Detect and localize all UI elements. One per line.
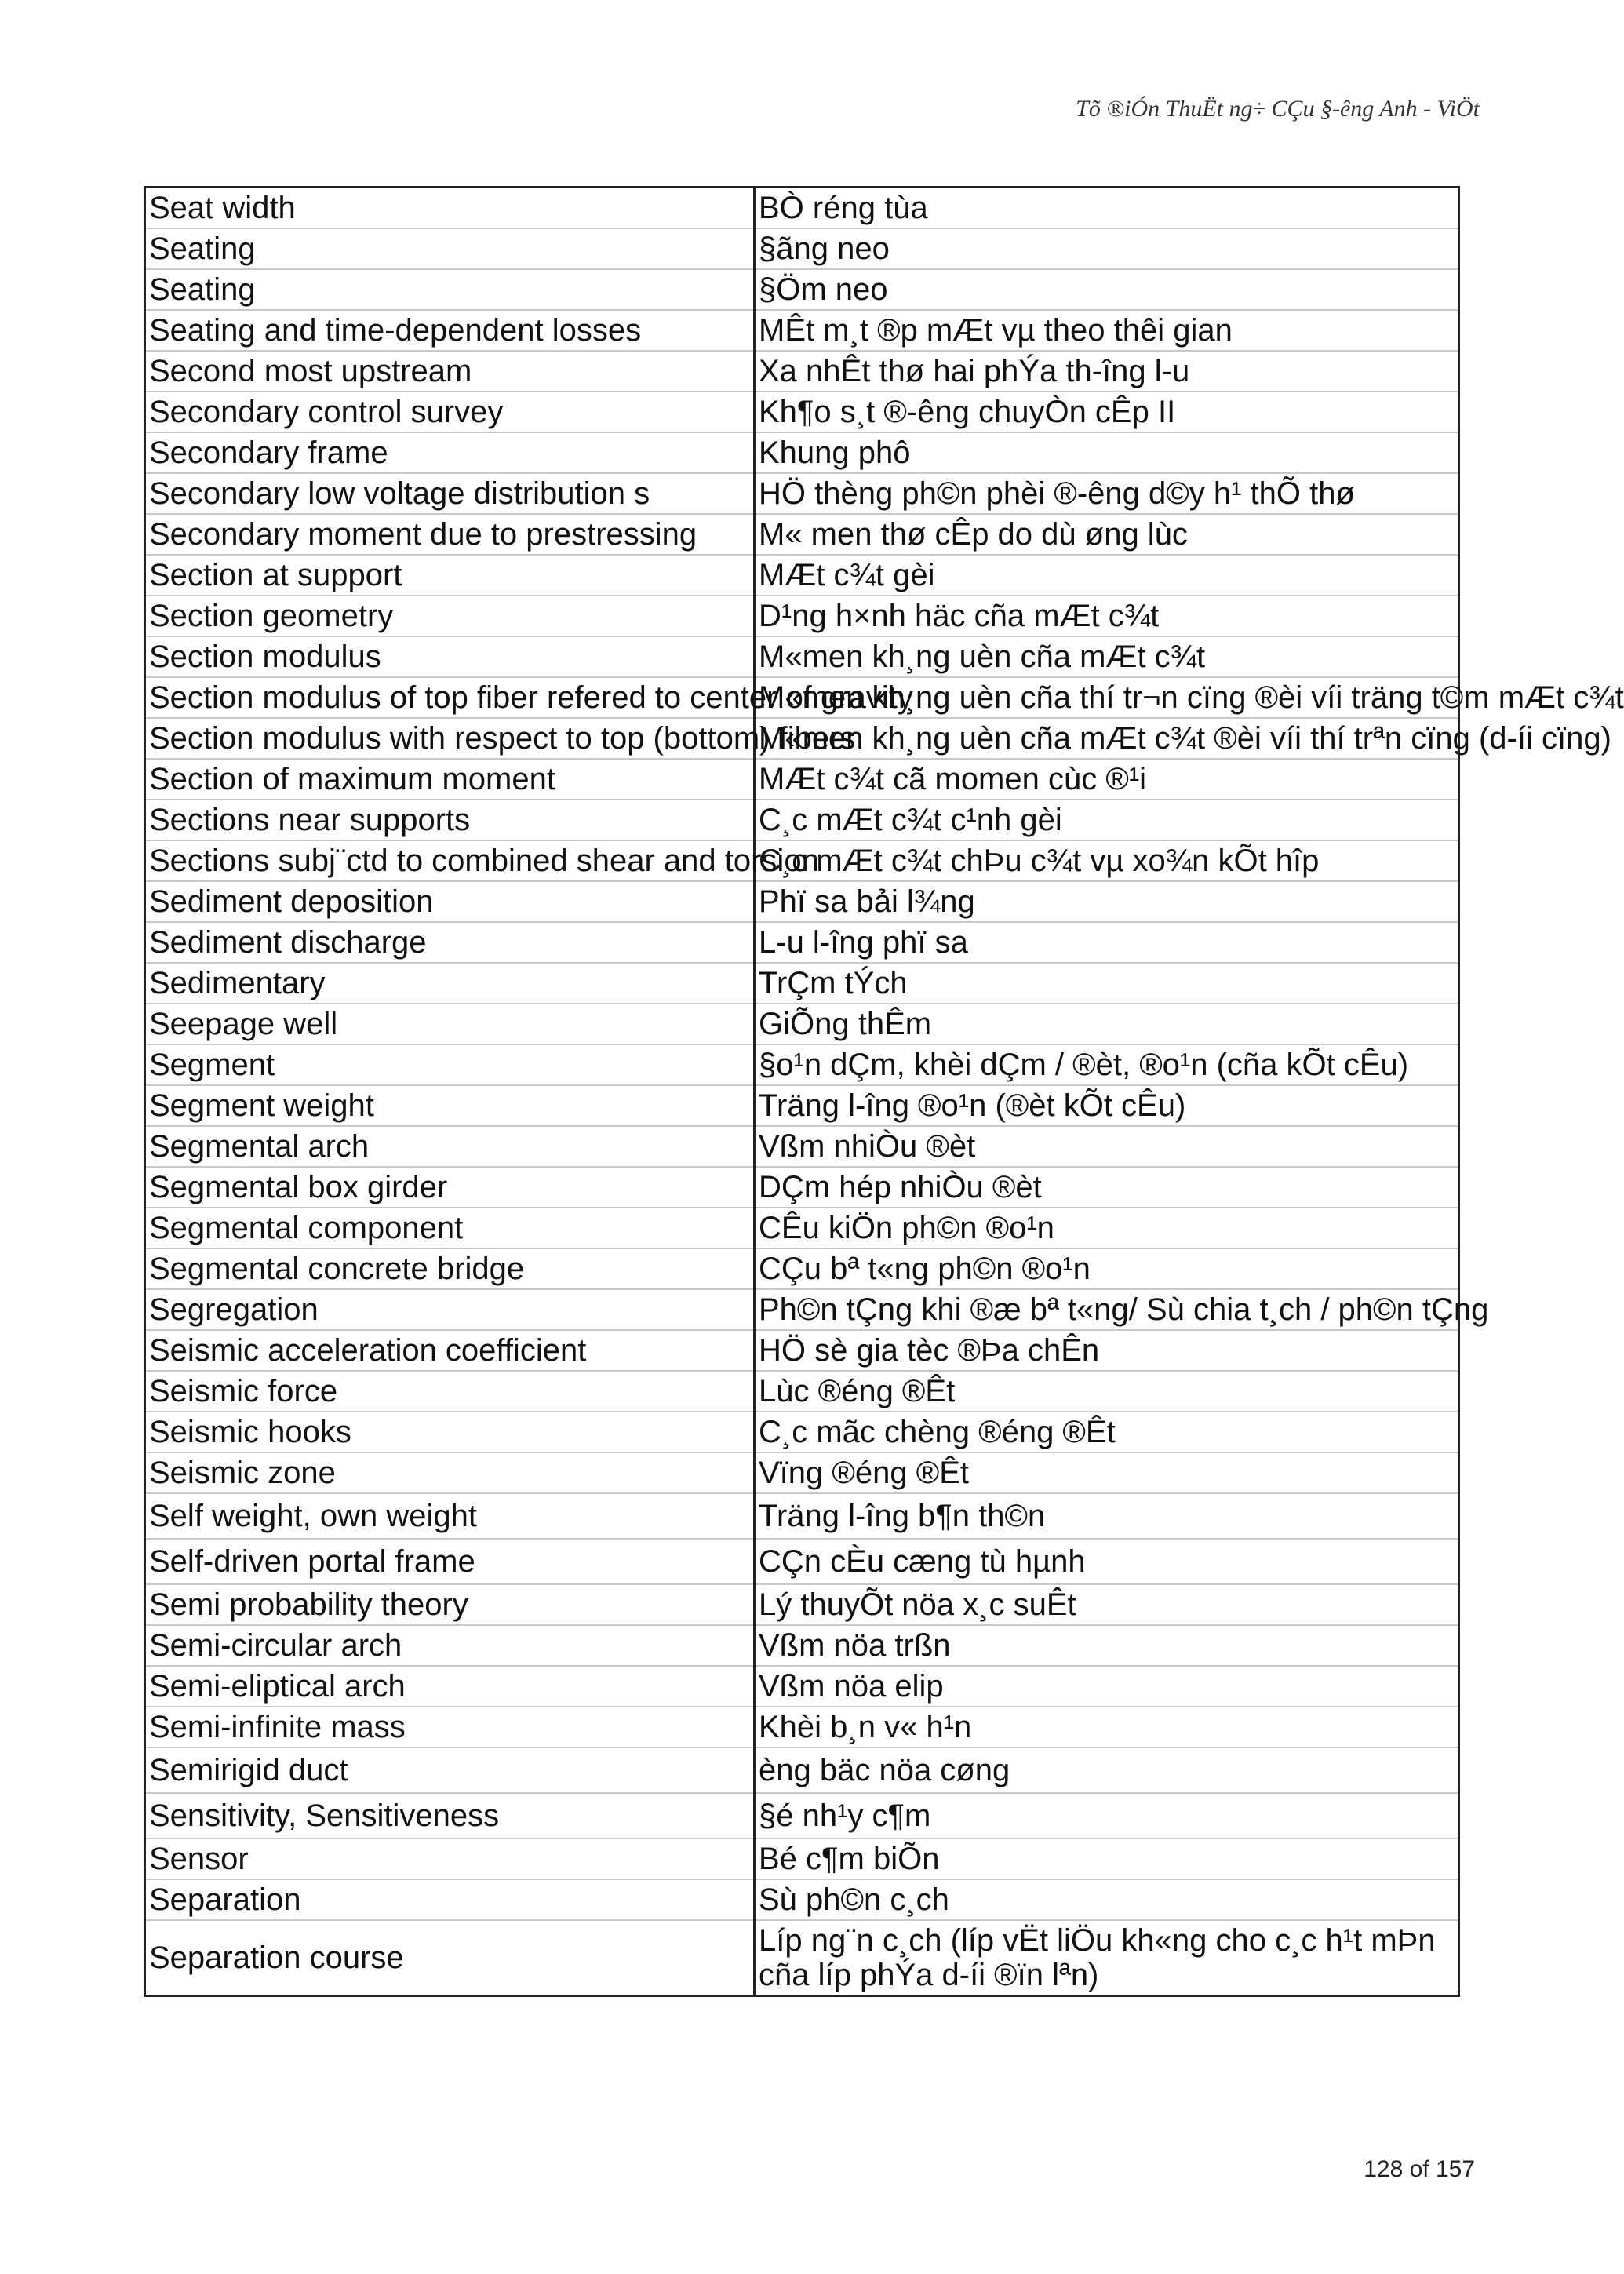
table-row bbox=[145, 800, 1459, 840]
vietnamese-term: Sù ph©n c¸ch bbox=[755, 1879, 1459, 1920]
vietnamese-term: HÖ sè gia tèc ®Þa chÊn bbox=[755, 1330, 1459, 1371]
document-header: Tõ ®iÓn ThuËt ng÷ CÇu §-êng Anh - ViÖt bbox=[1076, 96, 1480, 122]
table-row bbox=[145, 1584, 1459, 1625]
english-term: Segmental concrete bridge bbox=[145, 1248, 755, 1289]
english-term: Secondary control survey bbox=[145, 392, 755, 432]
english-term: Segmental component bbox=[145, 1208, 755, 1248]
english-term: Seating and time-dependent losses bbox=[145, 310, 755, 351]
english-term: Separation bbox=[145, 1879, 755, 1920]
english-term: Section modulus with respect to top (bottom) fibers bbox=[145, 718, 755, 759]
english-term: Segmental arch bbox=[145, 1126, 755, 1167]
vietnamese-term: Vßm nöa elip bbox=[755, 1666, 1459, 1707]
english-term: Secondary frame bbox=[145, 432, 755, 473]
english-term: Sections subj¨ctd to combined shear and torsion bbox=[145, 840, 755, 881]
table-row bbox=[145, 718, 1459, 759]
english-term: Sections near supports bbox=[145, 800, 755, 840]
vietnamese-term: M«men kh¸ng uèn cña thí tr¬n cïng ®èi víi träng t©m mÆt c¾t bbox=[755, 677, 1459, 718]
english-term: Semi-eliptical arch bbox=[145, 1666, 755, 1707]
english-term: Sedimentary bbox=[145, 963, 755, 1004]
vietnamese-term: M«men kh¸ng uèn cña mÆt c¾t ®èi víi thí trªn cïng (d-íi cïng) bbox=[755, 718, 1459, 759]
vietnamese-term: Kh¶o s¸t ®-êng chuyÒn cÊp II bbox=[755, 392, 1459, 432]
table-row bbox=[145, 555, 1459, 596]
vietnamese-term: Ph©n tÇng khi ®æ bª t«ng/ Sù chia t¸ch / ph©n tÇng bbox=[755, 1289, 1459, 1330]
table-row bbox=[145, 1452, 1459, 1493]
table-row bbox=[145, 1044, 1459, 1085]
english-term: Segment weight bbox=[145, 1085, 755, 1126]
vietnamese-term: CÇn cÈu cæng tù hµnh bbox=[755, 1539, 1459, 1584]
english-term: Section geometry bbox=[145, 596, 755, 636]
table-row bbox=[145, 1208, 1459, 1248]
table-row bbox=[145, 1707, 1459, 1747]
english-term: Section modulus bbox=[145, 636, 755, 677]
english-term: Sensitivity, Sensitiveness bbox=[145, 1793, 755, 1839]
english-term: Second most upstream bbox=[145, 351, 755, 392]
english-term: Seat width bbox=[145, 188, 755, 229]
table-row bbox=[145, 351, 1459, 392]
vietnamese-term: §ãng neo bbox=[755, 228, 1459, 269]
table-row bbox=[145, 840, 1459, 881]
english-term: Segment bbox=[145, 1044, 755, 1085]
english-term: Semirigid duct bbox=[145, 1747, 755, 1793]
table-row bbox=[145, 963, 1459, 1004]
vietnamese-term: C¸c mÆt c¾t c¹nh gèi bbox=[755, 800, 1459, 840]
vietnamese-term: Vßm nöa trßn bbox=[755, 1625, 1459, 1666]
table-row bbox=[145, 514, 1459, 555]
english-term: Seismic hooks bbox=[145, 1412, 755, 1452]
table-row bbox=[145, 1412, 1459, 1452]
vietnamese-term: Khung phô bbox=[755, 432, 1459, 473]
table-row bbox=[145, 881, 1459, 922]
vietnamese-term: Phï sa bải l¾ng bbox=[755, 881, 1459, 922]
table-row bbox=[145, 1126, 1459, 1167]
vietnamese-term: èng bäc nöa cøng bbox=[755, 1747, 1459, 1793]
table-row bbox=[145, 473, 1459, 514]
table-row bbox=[145, 1248, 1459, 1289]
vietnamese-term: M«men kh¸ng uèn cña mÆt c¾t bbox=[755, 636, 1459, 677]
vietnamese-term: DÇm hép nhiÒu ®èt bbox=[755, 1167, 1459, 1208]
english-term: Section of maximum moment bbox=[145, 759, 755, 800]
english-term: Seismic acceleration coefficient bbox=[145, 1330, 755, 1371]
table-row bbox=[145, 269, 1459, 310]
english-term: Sediment deposition bbox=[145, 881, 755, 922]
english-term: Semi-circular arch bbox=[145, 1625, 755, 1666]
vietnamese-term: MÊt m¸t ®p mÆt vµ theo thêi gian bbox=[755, 310, 1459, 351]
table-row bbox=[145, 310, 1459, 351]
table-row bbox=[145, 1004, 1459, 1044]
table-row bbox=[145, 1167, 1459, 1208]
english-term: Self weight, own weight bbox=[145, 1493, 755, 1539]
table-row bbox=[145, 1747, 1459, 1793]
table-row bbox=[145, 1879, 1459, 1920]
english-term: Seepage well bbox=[145, 1004, 755, 1044]
vietnamese-term: MÆt c¾t gèi bbox=[755, 555, 1459, 596]
vietnamese-term: Träng l-îng b¶n th©n bbox=[755, 1493, 1459, 1539]
vietnamese-term: GiÕng thÊm bbox=[755, 1004, 1459, 1044]
english-term: Sediment discharge bbox=[145, 922, 755, 963]
table-row bbox=[145, 677, 1459, 718]
table-row bbox=[145, 1920, 1459, 1996]
table-row bbox=[145, 392, 1459, 432]
english-term: Section modulus of top fiber refered to center of gravity bbox=[145, 677, 755, 718]
vietnamese-term: TrÇm tÝch bbox=[755, 963, 1459, 1004]
english-term: Seismic force bbox=[145, 1371, 755, 1412]
vietnamese-term: Líp ng¨n c¸ch (líp vËt liÖu kh«ng cho c¸c h¹t mÞn cña líp phÝa d-íi ®ïn lªn) bbox=[755, 1920, 1459, 1996]
vietnamese-term: C¸c mÆt c¾t chÞu c¾t vµ xo¾n kÕt hîp bbox=[755, 840, 1459, 881]
vietnamese-term: Khèi b¸n v« h¹n bbox=[755, 1707, 1459, 1747]
english-term: Semi-infinite mass bbox=[145, 1707, 755, 1747]
vietnamese-term: C¸c mãc chèng ®éng ®Êt bbox=[755, 1412, 1459, 1452]
vietnamese-term: Lùc ®éng ®Êt bbox=[755, 1371, 1459, 1412]
table-row bbox=[145, 1289, 1459, 1330]
vietnamese-term: D¹ng h×nh häc cña mÆt c¾t bbox=[755, 596, 1459, 636]
english-term: Secondary low voltage distribution s bbox=[145, 473, 755, 514]
vietnamese-term: Träng l-îng ®o¹n (®èt kÕt cÊu) bbox=[755, 1085, 1459, 1126]
vietnamese-term: Xa nhÊt thø hai phÝa th-îng l-u bbox=[755, 351, 1459, 392]
english-term: Self-driven portal frame bbox=[145, 1539, 755, 1584]
table-row bbox=[145, 432, 1459, 473]
vietnamese-term: MÆt c¾t cã momen cùc ®¹i bbox=[755, 759, 1459, 800]
english-term: Separation course bbox=[145, 1920, 755, 1996]
vietnamese-term: Vßm nhiÒu ®èt bbox=[755, 1126, 1459, 1167]
english-term: Seismic zone bbox=[145, 1452, 755, 1493]
table-row bbox=[145, 1839, 1459, 1879]
page-number: 128 of 157 bbox=[1364, 2156, 1475, 2182]
vietnamese-term: BÒ réng tùa bbox=[755, 188, 1459, 229]
table-row bbox=[145, 759, 1459, 800]
table-row bbox=[145, 1371, 1459, 1412]
english-term: Semi probability theory bbox=[145, 1584, 755, 1625]
table-row bbox=[145, 1085, 1459, 1126]
english-term: Secondary moment due to prestressing bbox=[145, 514, 755, 555]
table-row bbox=[145, 1625, 1459, 1666]
vietnamese-term: CÊu kiÖn ph©n ®o¹n bbox=[755, 1208, 1459, 1248]
english-term: Section at support bbox=[145, 555, 755, 596]
english-term: Seating bbox=[145, 228, 755, 269]
glossary-table bbox=[144, 186, 1624, 1997]
vietnamese-term: CÇu bª t«ng ph©n ®o¹n bbox=[755, 1248, 1459, 1289]
table-row bbox=[145, 228, 1459, 269]
table-row bbox=[145, 1493, 1459, 1539]
english-term: Seating bbox=[145, 269, 755, 310]
english-term: Sensor bbox=[145, 1839, 755, 1879]
table-row bbox=[145, 636, 1459, 677]
table-row bbox=[145, 1793, 1459, 1839]
table-row bbox=[145, 922, 1459, 963]
table-row bbox=[145, 1539, 1459, 1584]
vietnamese-term: §o¹n dÇm, khèi dÇm / ®èt, ®o¹n (cña kÕt cÊu) bbox=[755, 1044, 1459, 1085]
english-term: Segmental box girder bbox=[145, 1167, 755, 1208]
vietnamese-term: HÖ thèng ph©n phèi ®-êng d©y h¹ thÕ thø bbox=[755, 473, 1459, 514]
vietnamese-term: Vïng ®éng ®Êt bbox=[755, 1452, 1459, 1493]
english-term: Segregation bbox=[145, 1289, 755, 1330]
table-row bbox=[145, 596, 1459, 636]
table-row bbox=[145, 1330, 1459, 1371]
vietnamese-term: §Öm neo bbox=[755, 269, 1459, 310]
table-row bbox=[145, 1666, 1459, 1707]
vietnamese-term: L-u l-îng phï sa bbox=[755, 922, 1459, 963]
vietnamese-term: §é nh¹y c¶m bbox=[755, 1793, 1459, 1839]
table-row bbox=[145, 188, 1459, 229]
vietnamese-term: M« men thø cÊp do dù øng lùc bbox=[755, 514, 1459, 555]
vietnamese-term: Lý thuyÕt nöa x¸c suÊt bbox=[755, 1584, 1459, 1625]
vietnamese-term: Bé c¶m biÕn bbox=[755, 1839, 1459, 1879]
